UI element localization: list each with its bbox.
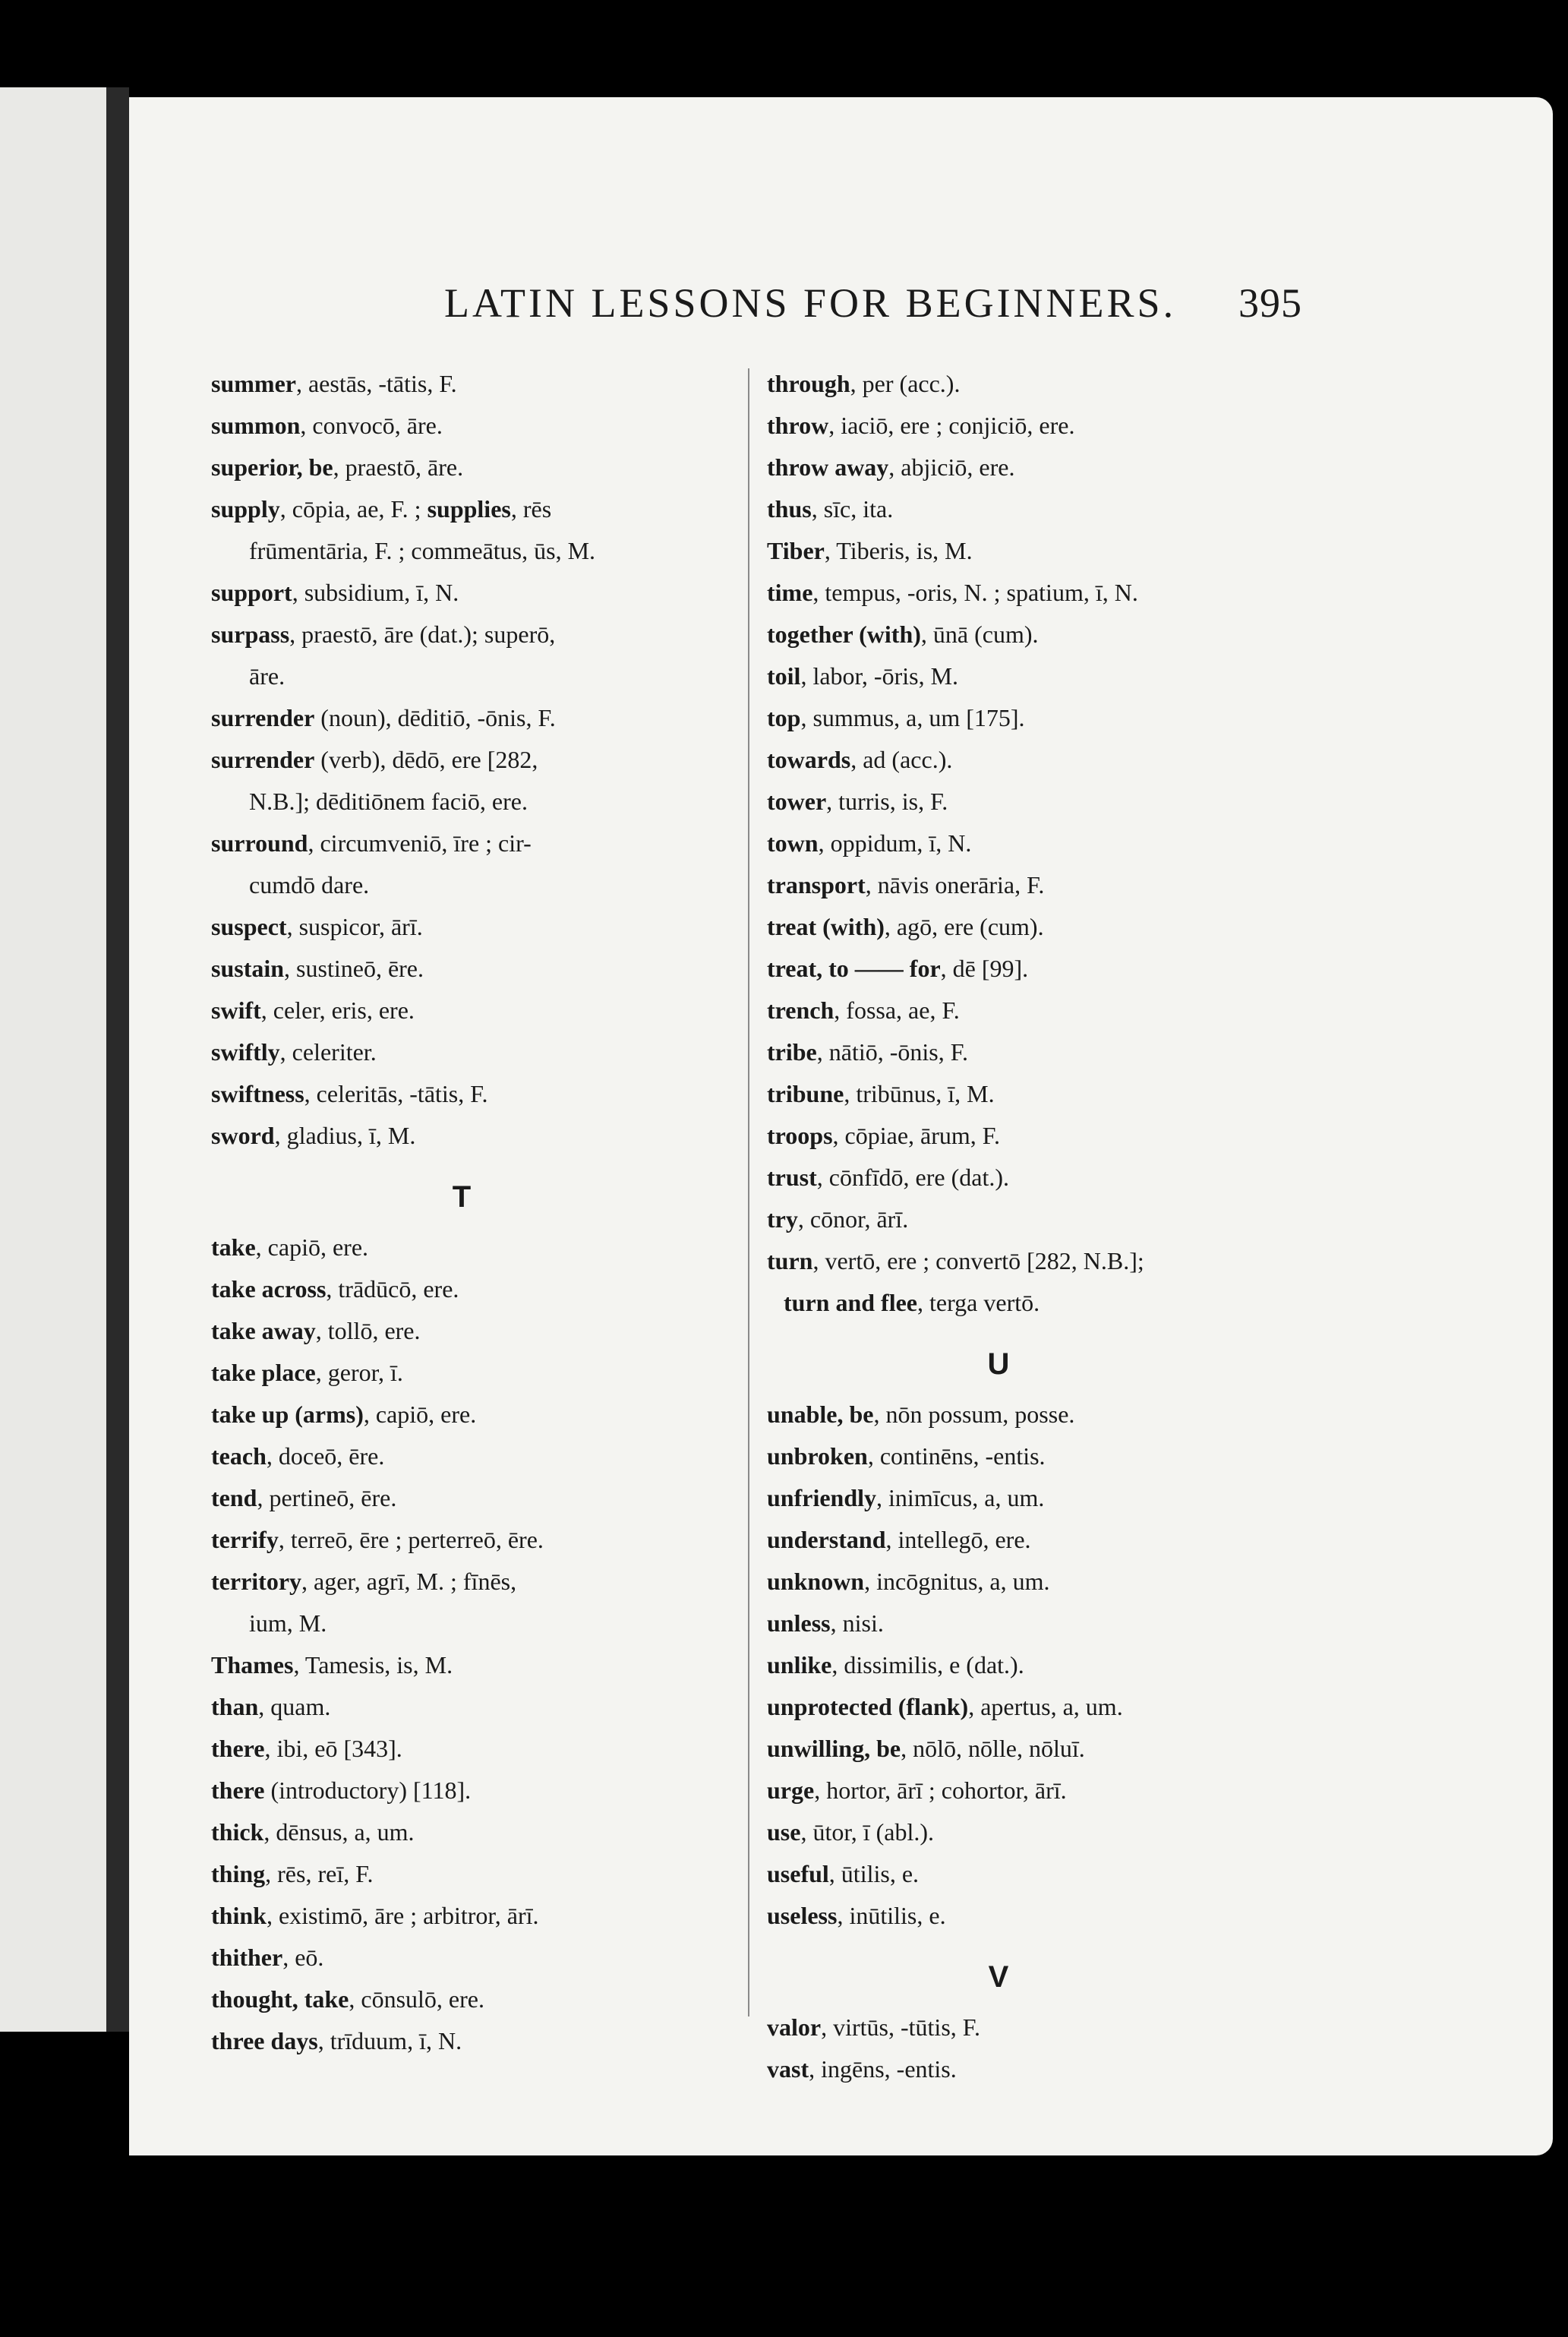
- entry-headword: three days: [211, 2027, 318, 2054]
- entry-headword: tower: [767, 788, 827, 815]
- vocabulary-entry: [211, 1519, 743, 1561]
- entry-definition: , praestō, āre.: [333, 453, 464, 481]
- entry-definition: , dē [99].: [940, 955, 1029, 982]
- vocabulary-entry: [211, 614, 743, 655]
- vocabulary-entry: [211, 948, 743, 990]
- vocabulary-entry: [767, 1157, 1298, 1199]
- entry-definition: , vertō, ere ; convertō [282, N.B.];: [812, 1247, 1144, 1274]
- entry-headword: think: [211, 1902, 267, 1929]
- entry-headword: surrender: [211, 704, 315, 731]
- entry-definition: , celeriter.: [279, 1038, 377, 1066]
- entry-definition: , rēs: [510, 495, 552, 523]
- entry-headword: surround: [211, 829, 308, 857]
- entry-headword: teach: [211, 1442, 267, 1470]
- vocabulary-entry: [767, 864, 1298, 906]
- vocabulary-entry: [211, 1686, 743, 1728]
- entry-definition: , oppidum, ī, N.: [818, 829, 972, 857]
- section-letter: T: [452, 1180, 472, 1214]
- section-letter: U: [987, 1347, 1010, 1381]
- vocabulary-entry: [211, 739, 743, 781]
- vocabulary-entry: [211, 697, 743, 739]
- entry-definition: , tollō, ere.: [315, 1317, 421, 1344]
- entry-definition: , praestō, āre (dat.); superō,: [289, 621, 556, 648]
- vocabulary-entry: [767, 1394, 1298, 1435]
- vocabulary-entry: [211, 1352, 743, 1394]
- entry-headword: superior, be: [211, 453, 333, 481]
- entry-headword: useful: [767, 1860, 829, 1887]
- entry-headword: towards: [767, 746, 851, 773]
- entry-headword: support: [211, 579, 292, 606]
- entry-definition: (noun), dēditiō, -ōnis, F.: [314, 704, 556, 731]
- entry-headword: thought, take: [211, 1985, 349, 2013]
- entry-definition: , celer, eris, ere.: [260, 996, 415, 1024]
- vocabulary-entry: [211, 1644, 743, 1686]
- vocabulary-entry: [211, 572, 743, 614]
- entry-definition: , per (acc.).: [850, 370, 961, 397]
- vocabulary-entry: [211, 363, 743, 405]
- vocabulary-entry: [767, 1240, 1298, 1282]
- entry-headword: trench: [767, 996, 834, 1024]
- entry-headword: take: [211, 1233, 256, 1261]
- entry-definition: , agō, ere (cum).: [884, 913, 1044, 940]
- entry-definition: , geror, ī.: [315, 1359, 403, 1386]
- vocabulary-entry: [211, 1310, 743, 1352]
- vocabulary-entry: [767, 1728, 1298, 1770]
- entry-definition: , trādūcō, ere.: [326, 1275, 459, 1303]
- entry-definition: , cōpiae, ārum, F.: [832, 1122, 1001, 1149]
- entry-headword: top: [767, 704, 801, 731]
- vocabulary-entry: [211, 488, 743, 530]
- entry-definition: , incōgnitus, a, um.: [864, 1568, 1050, 1595]
- entry-headword: take away: [211, 1317, 316, 1344]
- vocabulary-entry: [211, 2020, 743, 2062]
- vocabulary-entry: [767, 447, 1298, 488]
- vocabulary-entry: [211, 1770, 743, 1811]
- entry-headword: there: [211, 1735, 265, 1762]
- vocabulary-entry: [767, 1115, 1298, 1157]
- section-letter: V: [988, 1960, 1009, 1994]
- entry-definition: , hortor, ārī ; cohortor, ārī.: [814, 1776, 1067, 1804]
- entry-headword: treat, to —— for: [767, 955, 941, 982]
- vocabulary-entry: [767, 572, 1298, 614]
- entry-continuation: [211, 1603, 743, 1644]
- entry-headword: tend: [211, 1484, 257, 1511]
- entry-definition: , convocō, āre.: [300, 412, 443, 439]
- vocabulary-entry: [767, 1603, 1298, 1644]
- entry-continuation: [211, 530, 743, 572]
- entry-headword: tribune: [767, 1080, 844, 1107]
- entry-definition: , continēns, -entis.: [867, 1442, 1046, 1470]
- entry-headword: town: [767, 829, 819, 857]
- entry-headword: throw away: [767, 453, 889, 481]
- entry-definition: , celeritās, -tātis, F.: [304, 1080, 488, 1107]
- entry-headword: sustain: [211, 955, 285, 982]
- entry-definition: , quam.: [258, 1693, 331, 1720]
- entry-definition: , doceō, ēre.: [266, 1442, 385, 1470]
- entry-definition: āre.: [249, 662, 286, 690]
- vocabulary-entry: [767, 906, 1298, 948]
- entry-definition: , iaciō, ere ; conjiciō, ere.: [828, 412, 1075, 439]
- vocabulary-entry: [767, 1770, 1298, 1811]
- entry-headword: supplies: [427, 495, 511, 523]
- vocabulary-entry: [211, 447, 743, 488]
- entry-definition: , dēnsus, a, um.: [263, 1818, 415, 1846]
- entry-definition: , cōnor, ārī.: [797, 1205, 909, 1233]
- vocabulary-entry: [211, 990, 743, 1031]
- entry-headword: unless: [767, 1609, 831, 1637]
- entry-headword: throw: [767, 412, 829, 439]
- entry-headword: useless: [767, 1902, 838, 1929]
- vocabulary-entry: [211, 405, 743, 447]
- entry-definition: , capiō, ere.: [363, 1401, 477, 1428]
- entry-headword: unprotected (flank): [767, 1693, 969, 1720]
- entry-headword: thick: [211, 1818, 264, 1846]
- vocabulary-entry: [767, 1895, 1298, 1937]
- vocabulary-entry: [767, 948, 1298, 990]
- entry-headword: tribe: [767, 1038, 817, 1066]
- entry-headword: take up (arms): [211, 1401, 364, 1428]
- entry-headword: take place: [211, 1359, 316, 1386]
- vocabulary-entry: [767, 739, 1298, 781]
- entry-definition: , aestās, -tātis, F.: [295, 370, 457, 397]
- entry-definition: , nōlō, nōlle, nōluī.: [901, 1735, 1085, 1762]
- entry-headword: turn and flee: [784, 1289, 917, 1316]
- entry-headword: there: [211, 1776, 265, 1804]
- entry-definition: , gladius, ī, M.: [274, 1122, 416, 1149]
- entry-headword: territory: [211, 1568, 302, 1595]
- vocabulary-entry: [211, 1728, 743, 1770]
- entry-headword: suspect: [211, 913, 287, 940]
- vocabulary-entry: [767, 1519, 1298, 1561]
- vocabulary-entry: [767, 1561, 1298, 1603]
- entry-definition: , cōnfīdō, ere (dat.).: [816, 1164, 1009, 1191]
- entry-headword: understand: [767, 1526, 886, 1553]
- entry-continuation: [211, 655, 743, 697]
- vocabulary-entry: [211, 1937, 743, 1979]
- vocabulary-entry: [767, 1811, 1298, 1853]
- entry-headword: turn: [767, 1247, 813, 1274]
- entry-headword: take across: [211, 1275, 327, 1303]
- vocabulary-entry: [767, 614, 1298, 655]
- entry-headword: sword: [211, 1122, 275, 1149]
- entry-definition: , dissimilis, e (dat.).: [831, 1651, 1024, 1679]
- entry-definition: frūmentāria, F. ; commeātus, ūs, M.: [249, 537, 596, 564]
- vocabulary-entry: [767, 363, 1298, 405]
- entry-headword: unbroken: [767, 1442, 868, 1470]
- entry-headword: than: [211, 1693, 259, 1720]
- entry-definition: , apertus, a, um.: [968, 1693, 1123, 1720]
- entry-definition: , ūnā (cum).: [920, 621, 1039, 648]
- entry-definition: , Tiberis, is, M.: [824, 537, 973, 564]
- vocabulary-entry: [767, 655, 1298, 697]
- vocabulary-entry: [767, 1435, 1298, 1477]
- vocabulary-entry: [211, 1394, 743, 1435]
- entry-headword: swift: [211, 996, 261, 1024]
- page-number: 395: [1238, 280, 1302, 326]
- entry-headword: trust: [767, 1164, 817, 1191]
- vocabulary-entry: [767, 990, 1298, 1031]
- vocabulary-entry: [211, 1227, 743, 1268]
- entry-definition: , ūtilis, e.: [828, 1860, 920, 1887]
- entry-definition: , nāvis onerāria, F.: [865, 871, 1045, 898]
- vocabulary-entry: [767, 405, 1298, 447]
- entry-headword: summon: [211, 412, 301, 439]
- vocabulary-entry: [211, 906, 743, 948]
- vocabulary-entry: [211, 1073, 743, 1115]
- adjacent-page-edge: [0, 87, 106, 2032]
- entry-definition: , sustineō, ēre.: [284, 955, 424, 982]
- entry-definition: , inūtilis, e.: [837, 1902, 946, 1929]
- vocabulary-entry: [767, 1853, 1298, 1895]
- vocabulary-entry: [767, 1644, 1298, 1686]
- entry-definition: , tribūnus, ī, M.: [844, 1080, 995, 1107]
- entry-headword: unknown: [767, 1568, 865, 1595]
- vocabulary-entry: [211, 1115, 743, 1157]
- entry-definition: , nātiō, -ōnis, F.: [816, 1038, 968, 1066]
- entry-headword: supply: [211, 495, 280, 523]
- entry-definition: , virtūs, -tūtis, F.: [821, 2013, 980, 2041]
- entry-definition: , turris, is, F.: [826, 788, 948, 815]
- vocabulary-entry: [211, 1477, 743, 1519]
- entry-definition: , pertineō, ēre.: [257, 1484, 397, 1511]
- entry-headword: vast: [767, 2055, 809, 2083]
- vocabulary-entry: [767, 781, 1298, 823]
- entry-definition: , ager, agrī, M. ; fīnēs,: [301, 1568, 517, 1595]
- entry-definition: , terreō, ēre ; perterreō, ēre.: [278, 1526, 544, 1553]
- vocabulary-entry: [211, 823, 743, 864]
- entry-definition: (introductory) [118].: [264, 1776, 472, 1804]
- entry-definition: , subsidium, ī, N.: [292, 579, 459, 606]
- entry-definition: , intellegō, ere.: [885, 1526, 1031, 1553]
- entry-headword: unwilling, be: [767, 1735, 901, 1762]
- entry-continuation: [211, 864, 743, 906]
- vocabulary-entry: [211, 1561, 743, 1603]
- entry-definition: , circumveniō, īre ; cir-: [308, 829, 532, 857]
- entry-definition: , capiō, ere.: [255, 1233, 369, 1261]
- vocabulary-entry: [767, 1031, 1298, 1073]
- entry-definition: , nōn possum, posse.: [873, 1401, 1075, 1428]
- entry-definition: , fossa, ae, F.: [834, 996, 960, 1024]
- running-title: LATIN LESSONS FOR BEGINNERS.: [444, 280, 1177, 326]
- vocabulary-entry: [767, 1199, 1298, 1240]
- entry-headword: swiftly: [211, 1038, 280, 1066]
- entry-definition: , eō.: [282, 1944, 324, 1971]
- entry-definition: , summus, a, um [175].: [800, 704, 1025, 731]
- entry-definition: , existimō, āre ; arbitror, ārī.: [266, 1902, 539, 1929]
- entry-definition: , cōnsulō, ere.: [349, 1985, 484, 2013]
- entry-headword: unlike: [767, 1651, 832, 1679]
- vocabulary-entry: [211, 1979, 743, 2020]
- entry-headword: treat (with): [767, 913, 885, 940]
- entry-definition: , abjiciō, ere.: [888, 453, 1015, 481]
- vocabulary-entry: [767, 823, 1298, 864]
- entry-headword: unable, be: [767, 1401, 874, 1428]
- entry-headword: surrender: [211, 746, 315, 773]
- entry-definition: (verb), dēdō, ere [282,: [314, 746, 538, 773]
- vocabulary-column-left: [211, 363, 743, 2062]
- entry-headword: summer: [211, 370, 296, 397]
- vocabulary-entry: [767, 2007, 1298, 2048]
- entry-definition: , trīduum, ī, N.: [317, 2027, 462, 2054]
- entry-headword: terrify: [211, 1526, 279, 1553]
- entry-headword: thus: [767, 495, 812, 523]
- entry-definition: , cōpia, ae, F. ;: [279, 495, 427, 523]
- book-gutter-shadow: [106, 87, 129, 2032]
- vocabulary-column-right: [767, 363, 1298, 2090]
- vocabulary-entry: [211, 1895, 743, 1937]
- vocabulary-entry: [211, 1268, 743, 1310]
- entry-definition: cumdō dare.: [249, 871, 370, 898]
- entry-headword: Thames: [211, 1651, 294, 1679]
- entry-headword: try: [767, 1205, 798, 1233]
- entry-headword: time: [767, 579, 813, 606]
- entry-definition: ium, M.: [249, 1609, 327, 1637]
- entry-definition: , ibi, eō [343].: [264, 1735, 402, 1762]
- vocabulary-entry: [767, 697, 1298, 739]
- entry-headword: toil: [767, 662, 801, 690]
- entry-headword: troops: [767, 1122, 833, 1149]
- vocabulary-entry: [767, 1477, 1298, 1519]
- vocabulary-entry: [767, 530, 1298, 572]
- entry-definition: N.B.]; dēditiōnem faciō, ere.: [249, 788, 528, 815]
- entry-definition: , suspicor, ārī.: [286, 913, 423, 940]
- entry-headword: use: [767, 1818, 801, 1846]
- entry-definition: , ūtor, ī (abl.).: [800, 1818, 935, 1846]
- entry-headword: transport: [767, 871, 866, 898]
- entry-headword: valor: [767, 2013, 822, 2041]
- entry-headword: thing: [211, 1860, 266, 1887]
- entry-definition: , rēs, reī, F.: [265, 1860, 374, 1887]
- entry-headword: unfriendly: [767, 1484, 877, 1511]
- entry-headword: thither: [211, 1944, 283, 1971]
- vocabulary-entry: [767, 2048, 1298, 2090]
- entry-definition: , terga vertō.: [917, 1289, 1040, 1316]
- vocabulary-entry: [767, 1073, 1298, 1115]
- vocabulary-entry: [767, 488, 1298, 530]
- entry-definition: , ingēns, -entis.: [809, 2055, 957, 2083]
- vocabulary-entry: [767, 1282, 1298, 1324]
- entry-headword: together (with): [767, 621, 921, 648]
- entry-definition: , sīc, ita.: [811, 495, 894, 523]
- entry-headword: urge: [767, 1776, 815, 1804]
- page-header: [444, 279, 1302, 333]
- entry-definition: , ad (acc.).: [850, 746, 953, 773]
- entry-definition: , inimīcus, a, um.: [876, 1484, 1045, 1511]
- vocabulary-entry: [211, 1811, 743, 1853]
- vocabulary-entry: [211, 1435, 743, 1477]
- vocabulary-entry: [767, 1686, 1298, 1728]
- vocabulary-entry: [211, 1853, 743, 1895]
- entry-headword: through: [767, 370, 850, 397]
- entry-headword: swiftness: [211, 1080, 304, 1107]
- entry-continuation: [211, 781, 743, 823]
- entry-definition: , Tamesis, is, M.: [293, 1651, 453, 1679]
- entry-definition: , tempus, -oris, N. ; spatium, ī, N.: [812, 579, 1138, 606]
- vocabulary-entry: [211, 1031, 743, 1073]
- entry-definition: , labor, -ōris, M.: [800, 662, 959, 690]
- column-divider: [748, 368, 749, 2016]
- entry-headword: Tiber: [767, 537, 825, 564]
- entry-definition: , nisi.: [830, 1609, 884, 1637]
- entry-headword: surpass: [211, 621, 290, 648]
